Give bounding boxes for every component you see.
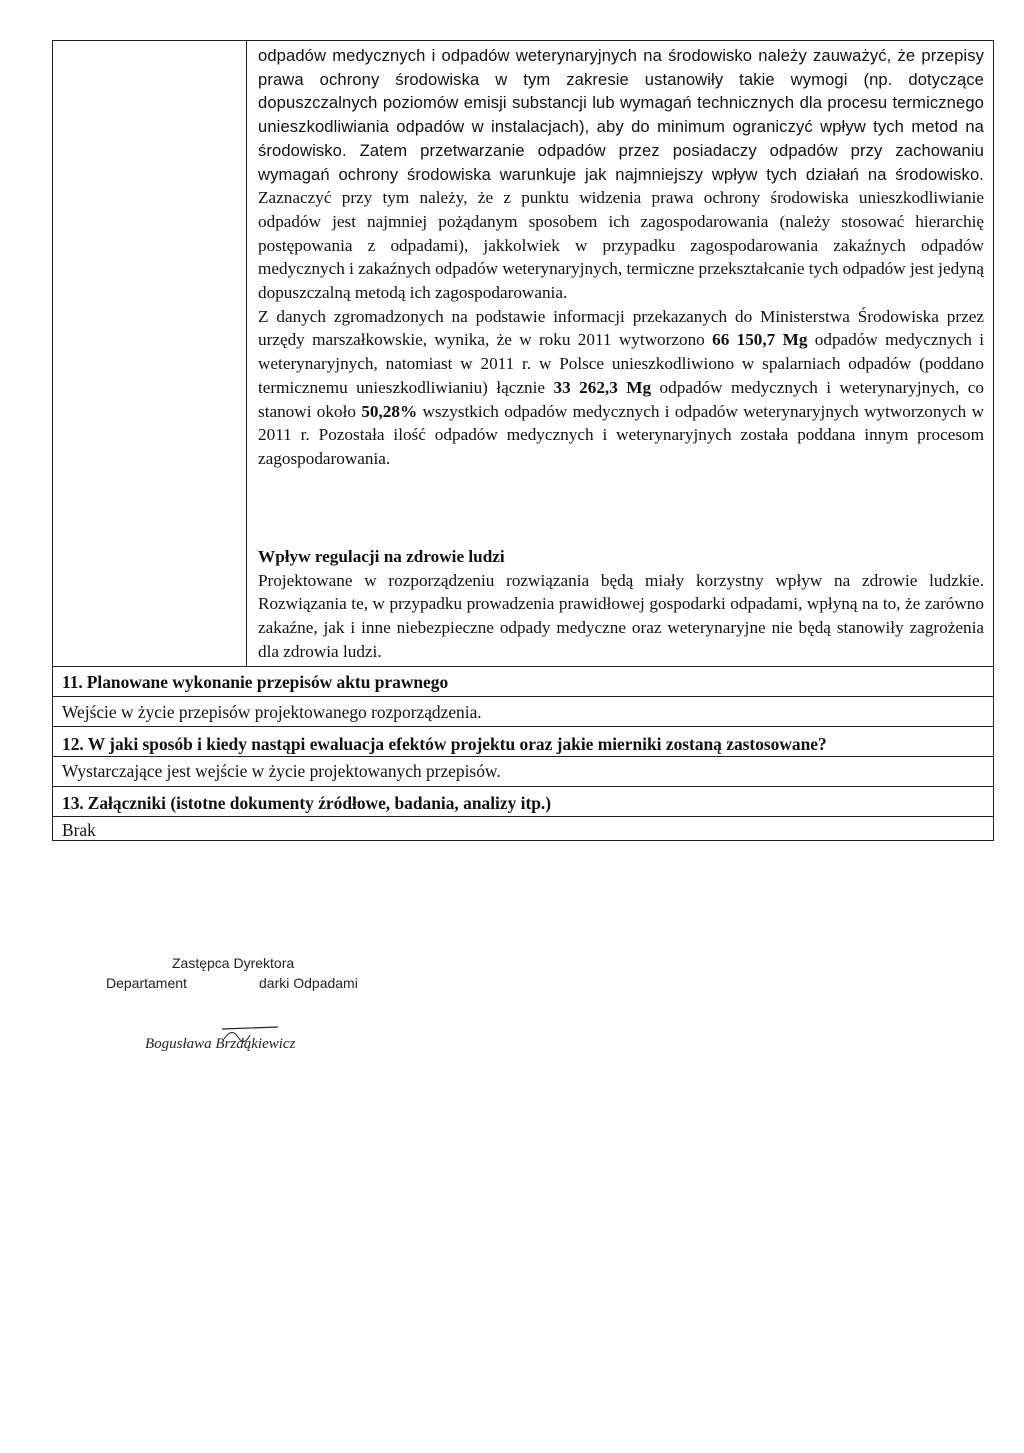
statistics-text-d: wszystkich odpadów medycznych i odpadów weterynaryjnych wytworzonych w 2011 r. Pozostała ilość odpadów medycznych i weterynaryjnych została poddana innym procesom zagospodarowania. xyxy=(258,401,984,468)
health-impact-heading: Wpływ regulacji na zdrowie ludzi xyxy=(258,547,505,566)
section-13-content: Brak xyxy=(62,820,96,840)
waste-incinerated-value: 33 262,3 Mg xyxy=(553,377,652,397)
section-11-content: Wejście w życie przepisów projektowanego rozporządzenia. xyxy=(62,702,482,722)
impact-paragraph-serif: Zaznaczyć przy tym należy, że z punktu widzenia prawa ochrony środowiska unieszkodliwianie odpadów jest najmniej pożądanym sposobem ich zagospodarowania (należy stosować hierarchię postępowania z odpadami), jakkolwiek w przypadku zagospodarowania zakaźnych odpadów medycznych i zakaźnych odpadów weterynaryjnych, termiczne przekształcanie tych odpadów jest jedyną dopuszczalną metodą ich zagospodarowania. xyxy=(258,188,984,303)
statistics-text-b: odpadów medycznych i weterynaryjnych, natomiast w 2011 r. w Polsce unieszkodliwiono w spalarniach odpadów (poddano termicznemu unieszkodliwianiu) łącznie xyxy=(258,330,985,397)
section-12-heading xyxy=(62,734,827,755)
statistics-text-c: odpadów medycznych i weterynaryjnych, co stanowi około xyxy=(258,377,984,421)
section-13-heading xyxy=(62,793,551,814)
stamp-department-left: Departament xyxy=(106,975,187,991)
statistics-text-a: Z danych zgromadzonych na podstawie informacji przekazanych do Ministerstwa Środowiska przez urzędy marszałkowskie, wynika, że w roku 2011 wytworzono xyxy=(258,306,984,350)
health-impact-text: Projektowane w rozporządzeniu rozwiązania będą miały korzystny wpływ na zdrowie ludzkie. Rozwiązania te, w przypadku prowadzenia prawidłowej gospodarki odpadami, wpłyną na to, że zarówno zakaźne, jak i inne niebezpieczne odpady medyczne oraz weterynaryjne nie będą stanowiły zagrożenia dla zdrowia ludzi. xyxy=(258,570,984,661)
health-impact-block xyxy=(258,545,984,664)
section-title: W jaki sposób i kiedy nastąpi ewaluacja efektów projektu oraz jakie mierniki zostaną zastosowane? xyxy=(87,734,827,754)
row-divider xyxy=(52,666,994,667)
row-divider xyxy=(52,696,994,697)
section-11-heading xyxy=(62,672,448,693)
stamp-department-right: darki Odpadami xyxy=(259,975,358,991)
section-number: 13. xyxy=(62,793,84,813)
stamp-signatory-name: Bogusława Brzdąkiewicz xyxy=(145,1036,296,1052)
waste-produced-value: 66 150,7 Mg xyxy=(712,330,808,350)
stamp-title: Zastępca Dyrektora xyxy=(172,955,295,971)
row-divider xyxy=(52,786,994,787)
row-divider xyxy=(52,726,994,727)
section-12-content: Wystarczające jest wejście w życie projektowanych przepisów. xyxy=(62,761,501,781)
section-number: 11. xyxy=(62,672,83,692)
row-divider xyxy=(52,816,994,817)
column-divider xyxy=(246,40,247,666)
section-title: Planowane wykonanie przepisów aktu prawnego xyxy=(86,672,449,692)
impact-paragraph-sans: odpadów medycznych i odpadów weterynaryjnych na środowisko należy zauważyć, że przepisy prawa ochrony środowiska w tym zakresie ustanowiły takie wymogi (np. dotyczące dopuszczalnych poziomów emisji substancji lub wymagań technicznych dla procesu termicznego unieszkodliwiania odpadów w instalacjach), aby do minimum ograniczyć wpływ tych metod na środowisko. Zatem przetwarzanie odpadów przez posiadaczy odpadów przy zachowaniu wymagań ochrony środowiska warunkuje jak najmniejszy wpływ tych działań na środowisko. xyxy=(258,46,984,184)
row-divider xyxy=(52,756,994,757)
percentage-value: 50,28% xyxy=(361,401,418,421)
section-title: Załączniki (istotne dokumenty źródłowe, badania, analizy itp.) xyxy=(87,793,552,813)
environment-impact-text xyxy=(258,44,984,471)
section-number: 12. xyxy=(62,734,84,754)
